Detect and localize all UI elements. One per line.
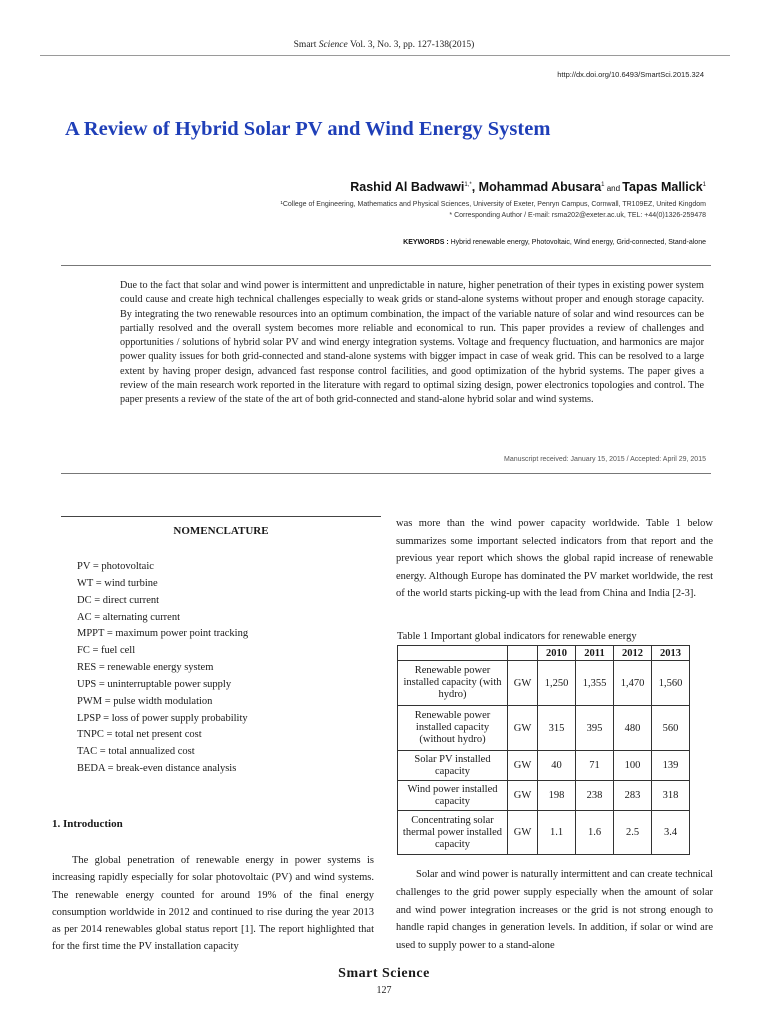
table-cell-value: 560 (652, 706, 690, 751)
corresponding-author: * Corresponding Author / E-mail: rsma202@exeter.ac.uk, TEL: +44(0)1326-259478 (449, 212, 706, 219)
table-cell-value: 315 (538, 706, 576, 751)
table-header-blank (508, 646, 538, 661)
nomenclature-item: RES = renewable energy system (77, 662, 214, 674)
abstract-bottom-rule (61, 473, 711, 474)
nomenclature-item: PV = photovoltaic (77, 561, 154, 572)
right-column-paragraph: Solar and wind power is naturally intermittent and can create technical challenges to the grid power supply especially when the amount of solar and wind power integration increases or the grid is not strong enough to handle rapid changes in generation levels. In addition, if solar or wind are used to supply power to a stand-alone (396, 869, 713, 952)
table-cell-unit: GW (508, 781, 538, 811)
introduction-paragraph: The global penetration of renewable energy in power systems is increasing rapidly especially for solar photovoltaic (PV) and wind systems. The renewable energy counted for around 19% of the final energy consumption worldwide in 2012 and continued to rise during the year 2013 as per 2014 renewables global status report [1]. The report highlighted that for the first time the PV installation capacity (52, 855, 374, 953)
table-cell-unit: GW (508, 706, 538, 751)
nomenclature-item: TNPC = total net present cost (77, 729, 202, 741)
author-affiliation-mark: 1,* (464, 181, 472, 188)
table-cell-indicator: Renewable power installed capacity (with hydro) (398, 661, 508, 706)
nomenclature-item: AC = alternating current (77, 611, 181, 623)
table-caption: Table 1 Important global indicators for renewable energy (397, 631, 637, 642)
paper-title: A Review of Hybrid Solar PV and Wind Energy System (65, 118, 551, 140)
manuscript-dates: Manuscript received: January 15, 2015 / Accepted: April 29, 2015 (504, 456, 706, 463)
nomenclature-item: UPS = uninterruptable power supply (77, 678, 232, 690)
table-cell-value: 318 (652, 781, 690, 811)
indicators-table (397, 645, 690, 855)
table-header-year: 2013 (652, 646, 690, 661)
table-cell-value: 1.1 (538, 811, 576, 855)
nomenclature-title: NOMENCLATURE (173, 525, 269, 537)
author-name: Rashid Al Badwawi (350, 180, 465, 194)
nomenclature-item: LPSP = loss of power supply probability (77, 712, 248, 724)
table-cell-unit: GW (508, 811, 538, 855)
nomenclature-item: PWM = pulse width modulation (77, 695, 213, 707)
table-cell-value: 3.4 (652, 811, 690, 855)
footer-journal-name: Smart Science (338, 966, 430, 981)
keywords-text: Hybrid renewable energy, Photovoltaic, Wind energy, Grid-connected, Stand-alone (450, 239, 706, 246)
header-divider (40, 55, 730, 56)
author-list (350, 180, 706, 194)
author-affiliation-mark: 1 (702, 181, 706, 188)
table-cell-indicator: Wind power installed capacity (398, 781, 508, 811)
table-header-year: 2010 (538, 646, 576, 661)
affiliations (146, 199, 706, 221)
table-cell-value: 1,250 (538, 661, 576, 706)
nomenclature-rule (61, 516, 381, 517)
page-number: 127 (376, 985, 392, 996)
nomenclature-item: FC = fuel cell (77, 645, 136, 657)
nomenclature-item: WT = wind turbine (77, 577, 158, 589)
table-cell-indicator: Concentrating solar thermal power installed capacity (398, 811, 508, 855)
affiliation-line: ¹College of Engineering, Mathematics and Physical Sciences, University of Exeter, Penryn Campus, Cornwall, TR109EZ, United Kingdom (280, 201, 706, 208)
keywords (403, 239, 706, 246)
journal-name: Smart (293, 40, 317, 50)
nomenclature-item: DC = direct current (77, 594, 160, 606)
nomenclature-item: BEDA = break-even distance analysis (77, 763, 237, 775)
table-cell-value: 198 (538, 781, 576, 811)
table-cell-value: 2.5 (614, 811, 652, 855)
doi-link[interactable]: http://dx.doi.org/10.6493/SmartSci.2015.324 (557, 70, 704, 79)
author-separator: , (471, 180, 479, 194)
table-cell-value: 283 (614, 781, 652, 811)
table-cell-value: 1,355 (576, 661, 614, 706)
nomenclature-item: MPPT = maximum power point tracking (77, 628, 249, 640)
table-cell-value: 139 (652, 751, 690, 781)
journal-name-italic: Science (318, 40, 348, 50)
table-row (398, 706, 690, 751)
table-cell-unit: GW (508, 661, 538, 706)
journal-volume: Vol. 3, No. 3, pp. 127-138(2015) (349, 40, 475, 50)
table-cell-value: 238 (576, 781, 614, 811)
table-cell-value: 1,560 (652, 661, 690, 706)
table-header-row (398, 646, 690, 661)
table-cell-value: 100 (614, 751, 652, 781)
author-conjunction: and (604, 184, 623, 193)
table-header-year: 2012 (614, 646, 652, 661)
table-cell-value: 1.6 (576, 811, 614, 855)
table-cell-value: 395 (576, 706, 614, 751)
table-header-blank (398, 646, 508, 661)
table-row (398, 811, 690, 855)
table-row (398, 661, 690, 706)
keywords-label: KEYWORDS : (403, 239, 451, 246)
author-name: Tapas Mallick (622, 180, 703, 194)
author-name: Mohammad Abusara (478, 180, 602, 194)
table-row (398, 781, 690, 811)
author-affiliation-mark: 1 (601, 181, 605, 188)
right-column-paragraph: was more than the wind power capacity worldwide. Table 1 below summarizes some important selected indicators from that report and the previous year report which shows the global rapid increase of renewable energy. Although Europe has dominated the PV market worldwide, the rest of the world starts picking-up with the lead from China and India [2-3]. (396, 518, 713, 600)
table-cell-indicator: Solar PV installed capacity (398, 751, 508, 781)
table-cell-value: 40 (538, 751, 576, 781)
table-cell-unit: GW (508, 751, 538, 781)
table-cell-value: 480 (614, 706, 652, 751)
table-cell-value: 1,470 (614, 661, 652, 706)
section-heading-introduction: 1. Introduction (52, 818, 123, 830)
nomenclature-list (77, 559, 248, 778)
table-row (398, 751, 690, 781)
journal-reference (0, 40, 768, 50)
table-header-year: 2011 (576, 646, 614, 661)
table-cell-value: 71 (576, 751, 614, 781)
table-cell-indicator: Renewable power installed capacity (without hydro) (398, 706, 508, 751)
nomenclature-item: TAC = total annualized cost (77, 746, 195, 758)
abstract: Due to the fact that solar and wind power is intermittent and unpredictable in nature, higher penetration of their types in existing power system could cause and create high technical challenges especially to weak grids or stand-alone systems without proper and enough storage capacity. By integrating the two renewable resources into an optimum combination, the impact of the variable nature of solar and wind resources can be partially resolved and the overall system becomes more reliable and economical to run. This paper provides a review of challenges and opportunities / solutions of hybrid solar PV and wind energy integration systems. Voltage and frequency fluctuation, and harmonics are major power quality issues for both grid-connected and stand-alone systems with bigger impact in case of weak grid. This can be resolved to a large extent by having proper design, advanced fast response control facilities, and good optimization of the hybrid systems. The paper gives a review of the main research work reported in the literature with regard to optimal sizing design, power electronics topologies and control. The paper presents a review of the state of the art of both grid-connected and stand-alone hybrid solar and wind systems. (120, 280, 704, 406)
abstract-top-rule (61, 265, 711, 266)
